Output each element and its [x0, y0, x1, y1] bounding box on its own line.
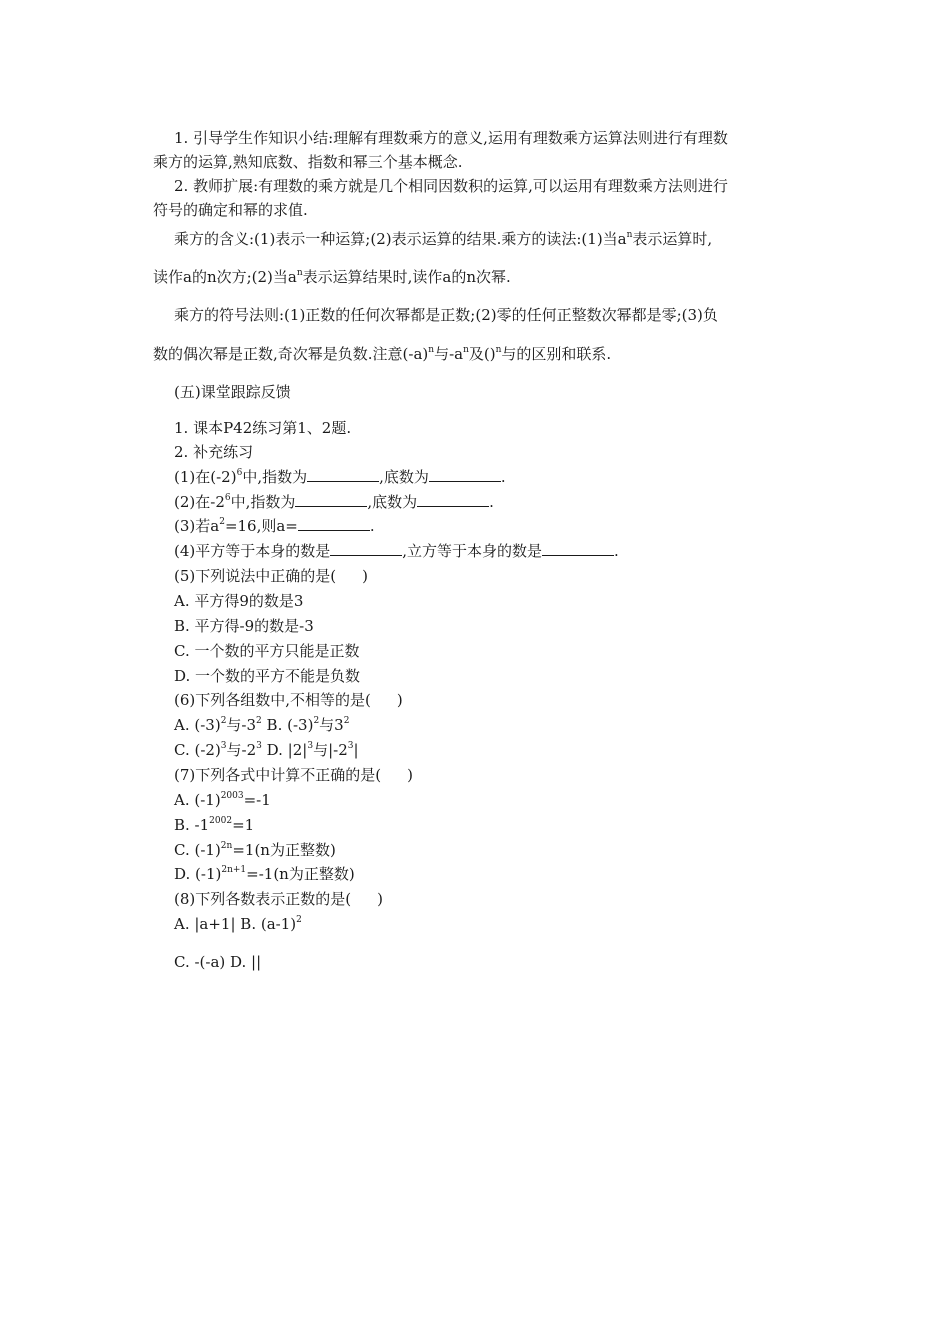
question-8: (8)下列各数表示正数的是( ): [174, 890, 383, 908]
question-5-option-b: B. 平方得-9的数是-3: [174, 617, 314, 635]
summary-line-2b: 符号的确定和幂的求值.: [153, 201, 308, 219]
answer-blank[interactable]: [542, 541, 614, 556]
summary-line-1b: 乘方的运算,熟知底数、指数和幂三个基本概念.: [153, 153, 463, 171]
answer-blank[interactable]: [307, 467, 379, 482]
answer-blank[interactable]: [417, 492, 489, 507]
exercise-line-2: 2. 补充练习: [174, 443, 254, 461]
answer-blank[interactable]: [429, 467, 501, 482]
question-7-option-d: D. $(-1)^{2n+1}=-1(n$为正整数): [174, 865, 355, 883]
summary-line-1a: 1. 引导学生作知识小结:理解有理数乘方的意义,运用有理数乘方运算法则进行有理数: [174, 129, 728, 147]
question-7: (7)下列各式中计算不正确的是( ): [174, 766, 413, 784]
summary-line-2a: 2. 教师扩展:有理数的乘方就是几个相同因数积的运算,可以运用有理数乘方法则进行: [174, 177, 728, 195]
question-6: (6)下列各组数中,不相等的是( ): [174, 691, 403, 709]
answer-blank[interactable]: [330, 541, 402, 556]
question-7-option-a: A. $(-1)^{2003}=-1$: [174, 791, 271, 809]
question-6-options-ab: A. $(-3)^2$与$-3^2$ B. $(-3)^2$与$3^2$: [174, 716, 350, 734]
question-5-option-d: D. 一个数的平方不能是负数: [174, 667, 361, 685]
sign-rule-line-2: 数的偶次幂是正数,奇次幂是负数.注意$(-a)^n$与$-a^n$及()$^n$与的区别和联系.: [153, 345, 612, 363]
question-1: (1)在$(-2)^6$中,指数为 ,底数为 .: [174, 468, 506, 486]
meaning-line-2: 读作a的n次方;(2)当$a^n$表示运算结果时,读作a的n次幂.: [153, 268, 511, 286]
exercise-line-1: 1. 课本P42练习第1、2题.: [174, 419, 352, 437]
question-6-options-cd: C. $(-2)^3$与$-2^3$ D. $|2|^3$与$|-2^3|$: [174, 741, 359, 759]
sign-rule-line-1: 乘方的符号法则:(1)正数的任何次幂都是正数;(2)零的任何正整数次幂都是零;(3)负: [174, 306, 718, 324]
question-5: (5)下列说法中正确的是( ): [174, 567, 368, 585]
answer-blank[interactable]: [295, 492, 367, 507]
question-8-options-ab: A. |a+1| B. $(a-1)^2$: [174, 915, 302, 933]
question-4: (4)平方等于本身的数是 ,立方等于本身的数是 .: [174, 542, 619, 560]
question-7-option-b: B. $-1^{2002}=1$: [174, 816, 255, 834]
question-7-option-c: C. $(-1)^{2n}=1(n$为正整数): [174, 841, 336, 859]
question-3: (3)若$a^2=16$,则a= .: [174, 517, 375, 535]
meaning-line-1: 乘方的含义:(1)表示一种运算;(2)表示运算的结果.乘方的读法:(1)当$a^n$表示运算时,: [174, 230, 713, 248]
question-2: (2)在$-2^6$中,指数为 ,底数为 .: [174, 493, 494, 511]
section-title: (五)课堂跟踪反馈: [174, 383, 291, 401]
question-8-options-cd: C. -(-a) D. ||: [174, 953, 262, 971]
question-5-option-a: A. 平方得9的数是3: [174, 592, 304, 610]
question-5-option-c: C. 一个数的平方只能是正数: [174, 642, 360, 660]
answer-blank[interactable]: [298, 516, 370, 531]
